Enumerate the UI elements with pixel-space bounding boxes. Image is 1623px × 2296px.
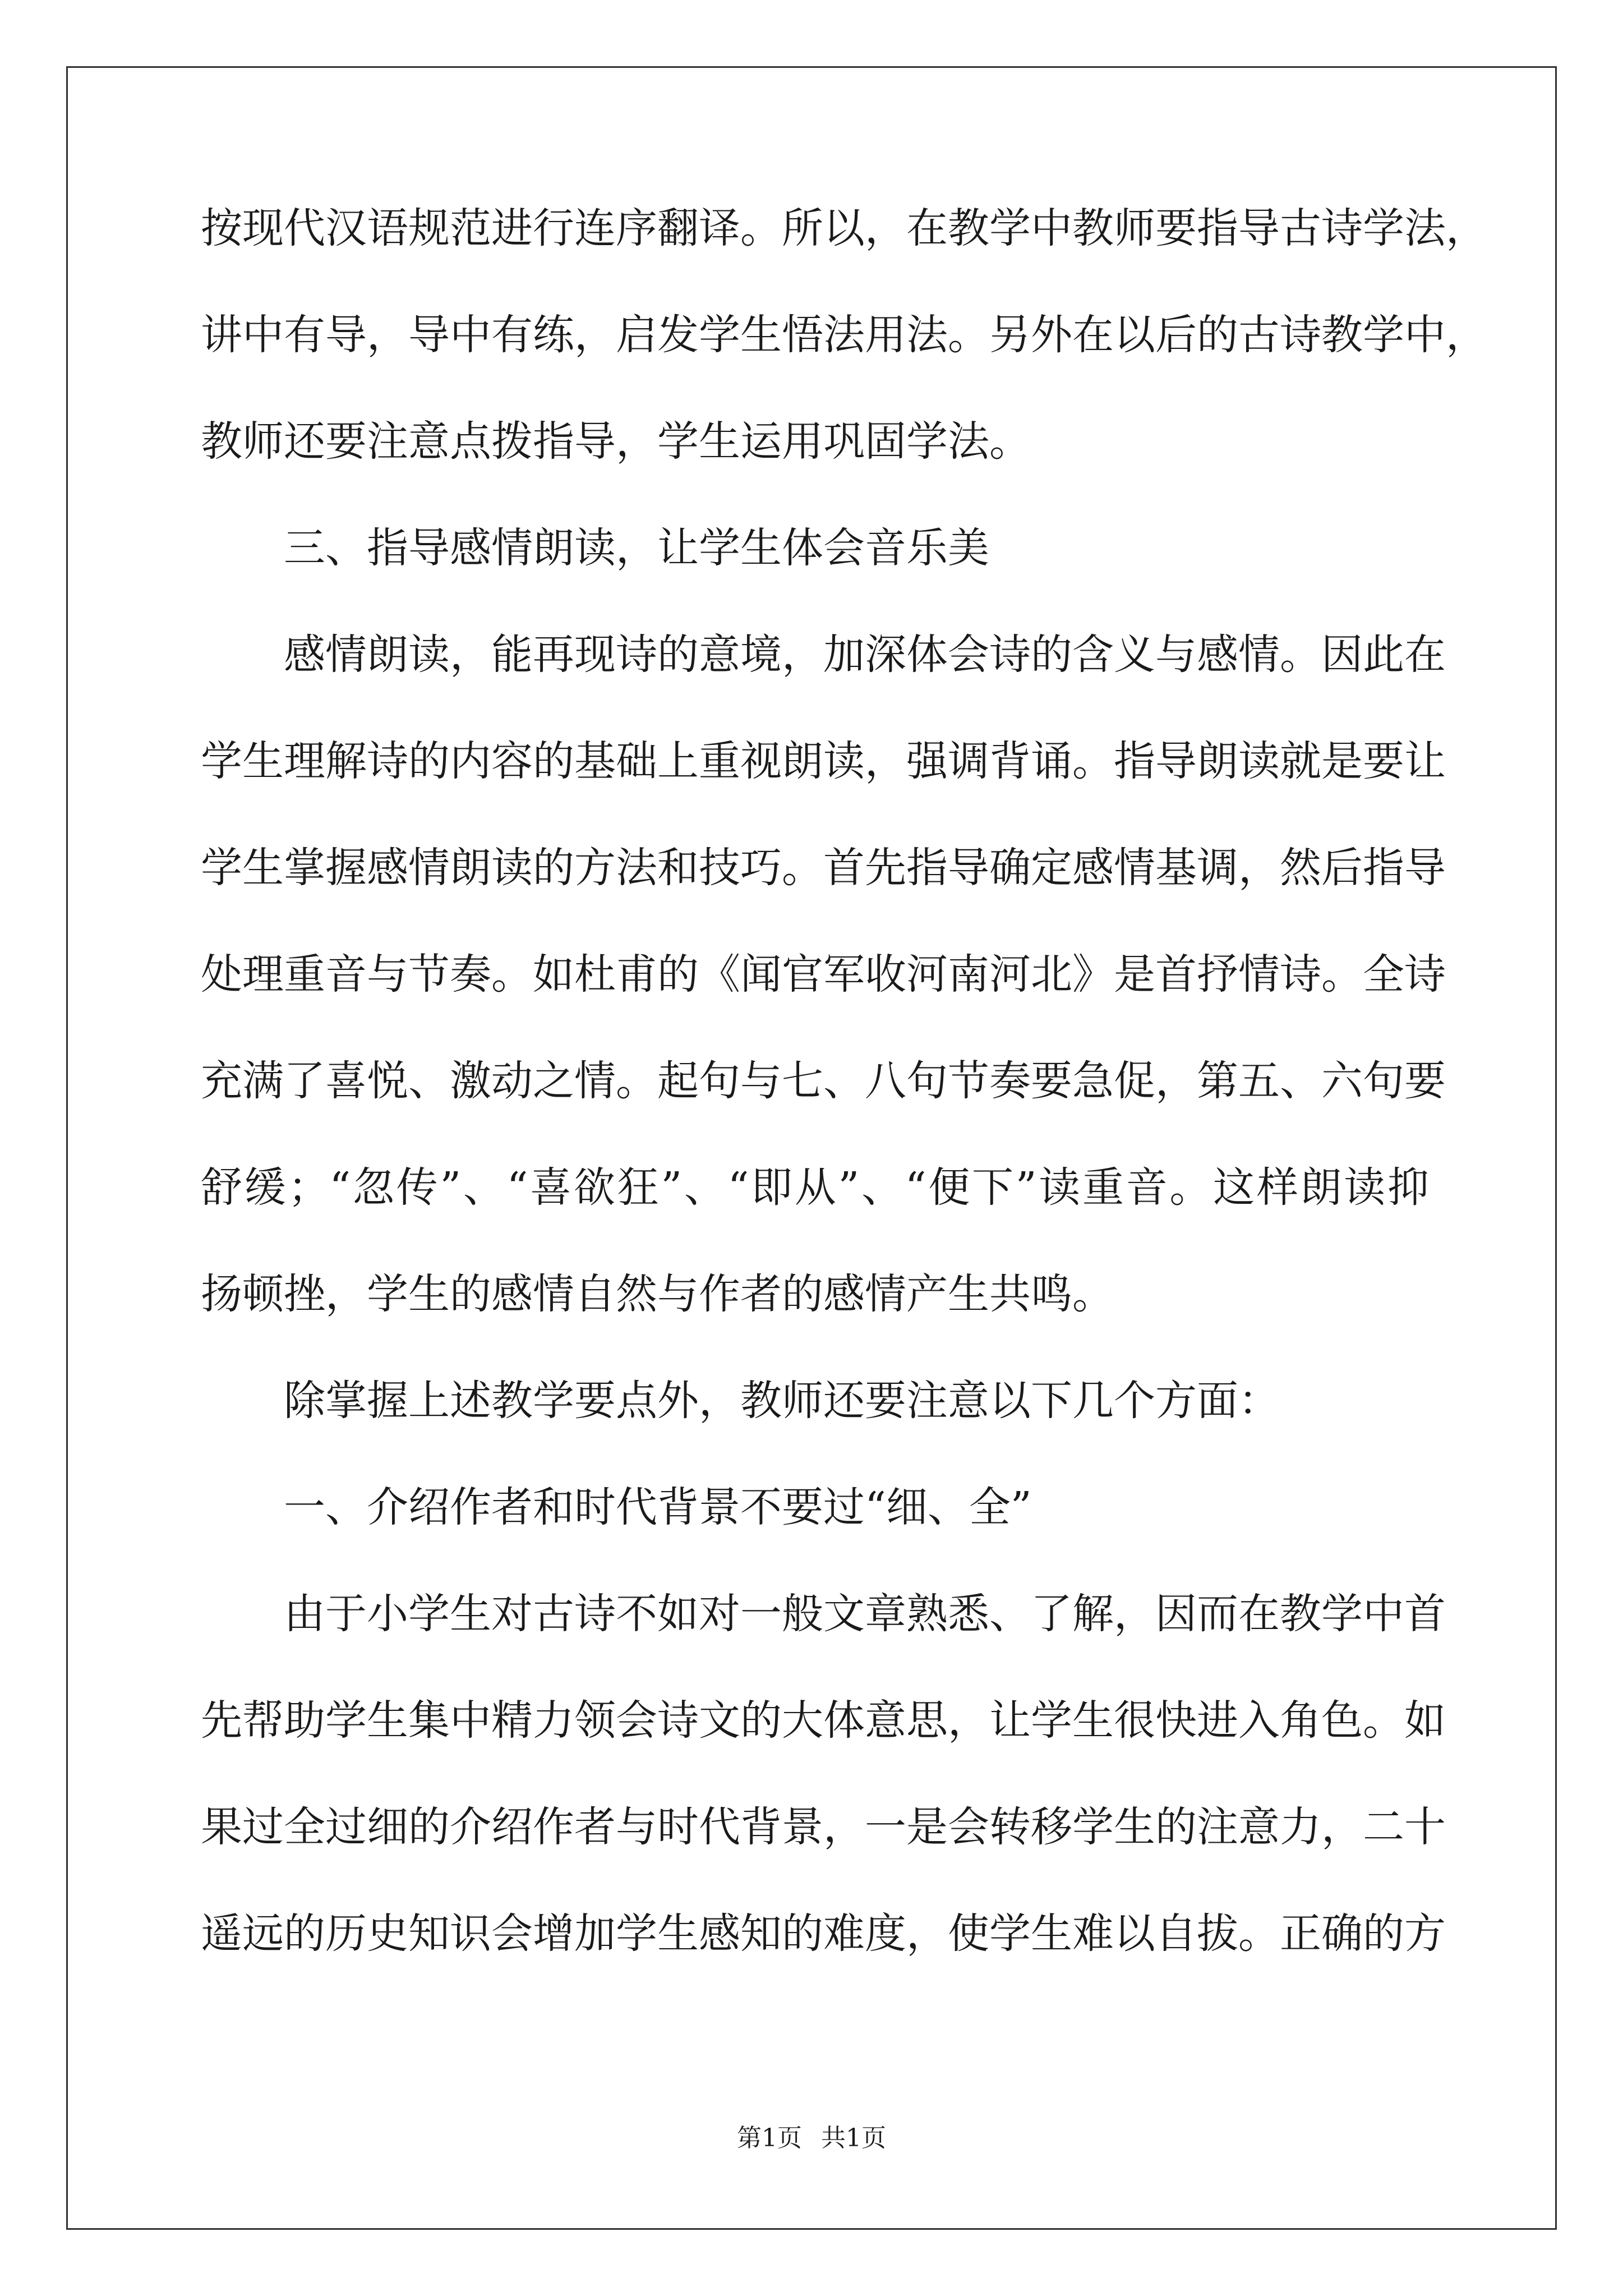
text-line: 教师还要注意点拨指导，学生运用巩固学法。 [201,417,1031,466]
text-line: 果过全过细的介绍作者与时代背景，一是会转移学生的注意力，二十 [201,1803,1446,1851]
section-heading: 三、指导感情朗读，让学生体会音乐美 [284,524,989,572]
text-line: 由于小学生对古诗不如对一般文章熟悉、了解，因而在教学中首 [284,1590,1446,1638]
section-heading: 一、介绍作者和时代背景不要过“细、全” [284,1483,1032,1531]
text-line: 先帮助学生集中精力领会诗文的大体意思，让学生很快进入角色。如 [201,1696,1446,1745]
page-footer [0,2126,1623,2151]
text-line: 处理重音与节奏。如杜甫的《闻官军收河南河北》是首抒情诗。全诗 [201,950,1446,999]
text-line: 舒缓；“忽传”、“喜欲狂”、“即从”、“便下”读重音。这样朗读抑 [201,1163,1429,1212]
text-line: 讲中有导，导中有练，启发学生悟法用法。另外在以后的古诗教学中， [201,311,1487,359]
text-line: 充满了喜悦、激动之情。起句与七、八句节奏要急促，第五、六句要 [201,1057,1446,1105]
page-number: 第1页 [737,2124,802,2152]
text-line: 除掌握上述教学要点外，教师还要注意以下几个方面： [284,1377,1280,1425]
text-line: 遥远的历史知识会增加学生感知的难度，使学生难以自拔。正确的方 [201,1910,1446,1958]
text-line: 扬顿挫，学生的感情自然与作者的感情产生共鸣。 [201,1270,1114,1318]
text-line: 学生理解诗的内容的基础上重视朗读，强调背诵。指导朗读就是要让 [201,737,1446,785]
page-total: 共1页 [821,2124,886,2152]
document-body [201,204,1487,2019]
text-line: 学生掌握感情朗读的方法和技巧。首先指导确定感情基调，然后指导 [201,844,1446,892]
text-line: 感情朗读，能再现诗的意境，加深体会诗的含义与感情。因此在 [284,631,1446,679]
text-line: 按现代汉语规范进行连序翻译。所以，在教学中教师要指导古诗学法， [201,204,1487,252]
